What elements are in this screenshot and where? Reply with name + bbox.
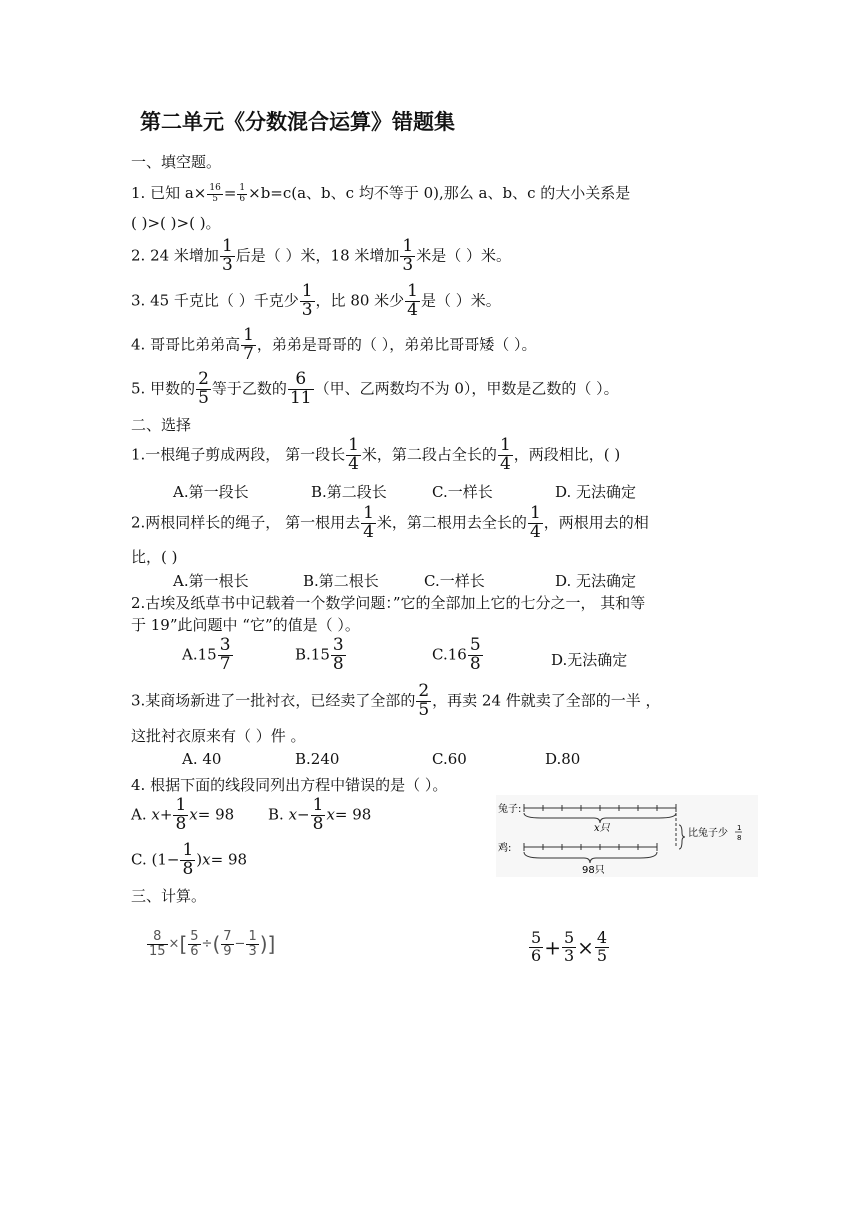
c1-option-a: A.第一段长 — [173, 483, 249, 501]
svg-text:8: 8 — [737, 834, 742, 842]
q3: 3. 45 千克比（ ）千克少 $\frac{1}{3}$ ，比 80 米少 $\frac{1}{4}$ 是（ ）米。 — [131, 281, 501, 320]
diff-label: 比兔子少 — [688, 828, 728, 839]
c4-line2: 这批衬衣原来有（ ）件 。 — [131, 727, 306, 745]
c4: 3.某商场新进了一批衬衣，已经卖了全部的 $\frac{2}{5}$ ，再卖 24 件就卖了全部的一半 ， — [131, 681, 661, 720]
c5-line1: 4. 根据下面的线段同列出方程中错误的是（ ）。 — [131, 776, 448, 794]
c2-option-c: C.一样长 — [424, 572, 485, 590]
c3-line2: 于 19”此问题中 “它”的值是（ ）。 — [131, 616, 360, 634]
c4-option-b: B.240 — [295, 750, 340, 768]
chicken-label: 鸡: — [498, 843, 512, 854]
q1-line2: ( )>( )>( )。 — [131, 214, 221, 232]
c2-option-d: D. 无法确定 — [555, 572, 637, 590]
section-fill-blank: 一、填空题。 — [131, 153, 222, 171]
c3-line1: 2.古埃及纸草书中记载着一个数学问题：”它的全部加上它的七分之一， 其和等 — [131, 594, 646, 612]
segment-diagram — [496, 795, 758, 877]
c1: 1.一根绳子剪成两段， 第一段长 $\frac{1}{4}$ 米，第二段占全长的 $\frac{1}{4}$ ，两段相比，( ) — [131, 435, 621, 474]
c2-option-b: B.第二根长 — [303, 572, 379, 590]
c5-option-a: A. x+ $\frac{1}{8}$ x= 98 — [131, 795, 235, 834]
total-label: 98只 — [582, 865, 605, 876]
c3-option-a: A.15 $\frac{3}{7}$ — [182, 635, 231, 674]
q2: 2. 24 米增加 $\frac{1}{3}$ 后是（ ）米，18 米增加 $\frac{1}{3}$ 米是（ ）米。 — [131, 236, 511, 275]
c4-option-d: D.80 — [545, 750, 581, 768]
c3-option-d: D.无法确定 — [551, 651, 628, 669]
c1-option-b: B.第二段长 — [311, 483, 387, 501]
q1: 1. 已知 a× $\frac{16}{5}$ = $\frac{1}{6}$ ×b=c(a、b、c 均不等于 0),那么 a、b、c 的大小关系是 — [131, 183, 631, 204]
c2-line2: 比，( ) — [131, 548, 178, 566]
x-label: x只 — [594, 823, 610, 834]
c2-option-a: A.第一根长 — [173, 572, 249, 590]
c5-option-c: C. (1− $\frac{1}{8}$ )x= 98 — [131, 840, 248, 879]
c1-option-c: C.一样长 — [432, 483, 493, 501]
calc-expression-2: $\frac{5}{6}$ + $\frac{5}{3}$ × $\frac{4}{5}$ — [531, 928, 608, 965]
c3-option-c: C.16 $\frac{5}{8}$ — [432, 635, 481, 674]
svg-text:1: 1 — [737, 824, 742, 832]
section-choice: 二、选择 — [131, 416, 192, 434]
calc-expression-1: $\frac{8}{15}$ ×[ $\frac{5}{6}$ ÷( $\frac{7}{9}$ − $\frac{1}{3}$ )] — [149, 929, 276, 959]
c4-option-a: A. 40 — [182, 750, 222, 768]
c5-option-b: B. x− $\frac{1}{8}$ x= 98 — [268, 795, 372, 834]
c4-option-c: C.60 — [432, 750, 467, 768]
q5: 5. 甲数的 $\frac{2}{5}$ 等于乙数的 $\frac{6}{11}$ （甲、乙两数均不为 0），甲数是乙数的（ ）。 — [131, 369, 619, 408]
c2: 2.两根同样长的绳子， 第一根用去 $\frac{1}{4}$ 米，第二根用去全长的 $\frac{1}{4}$ ，两根用去的相 — [131, 503, 649, 542]
c3-option-b: B.15 $\frac{3}{8}$ — [295, 635, 344, 674]
section-calc: 三、计算。 — [131, 887, 207, 905]
rabbit-label: 兔子: — [498, 804, 522, 815]
page-title: 第二单元《分数混合运算》错题集 — [140, 110, 455, 134]
c1-option-d: D. 无法确定 — [555, 483, 637, 501]
q4: 4. 哥哥比弟弟高 $\frac{1}{7}$ ，弟弟是哥哥的（ ），弟弟比哥哥矮（ ）。 — [131, 325, 537, 364]
